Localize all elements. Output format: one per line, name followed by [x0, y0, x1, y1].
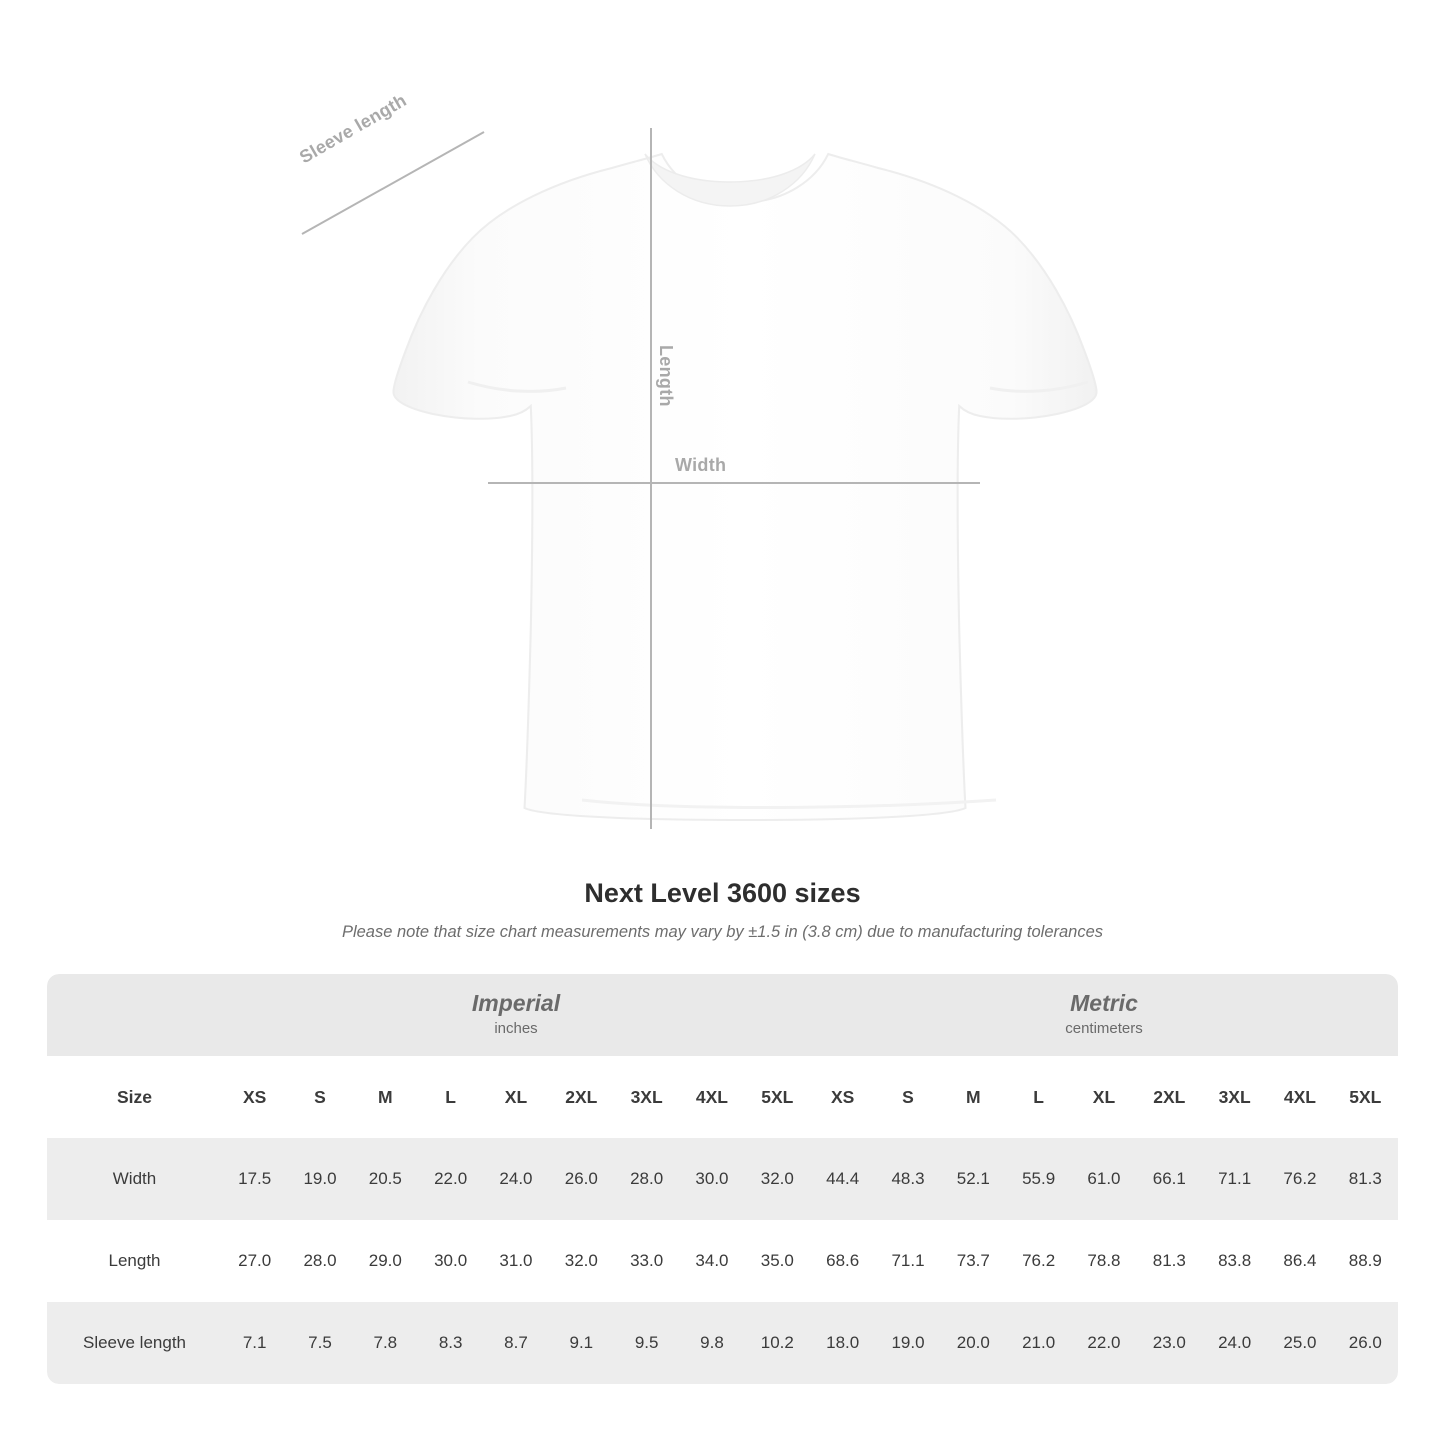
row-label-width: Width	[47, 1138, 222, 1220]
table-cell: 27.0	[222, 1220, 287, 1302]
size-cell-3xl-met: 3XL	[1202, 1056, 1267, 1138]
size-cell-xl-met: XL	[1071, 1056, 1136, 1138]
size-cell-xl-imp: XL	[483, 1056, 548, 1138]
unit-name-imperial: Imperial	[471, 990, 561, 1017]
table-cell: 30.0	[418, 1220, 483, 1302]
table-row-sleeve-length	[47, 1302, 1398, 1384]
table-cell: 48.3	[875, 1138, 940, 1220]
row-label-sleeve-length: Sleeve length	[47, 1302, 222, 1384]
table-cell: 31.0	[483, 1220, 548, 1302]
size-cell-l-imp: L	[418, 1056, 483, 1138]
table-cell: 86.4	[1267, 1220, 1332, 1302]
size-cell-m-imp: M	[353, 1056, 418, 1138]
table-cell: 19.0	[875, 1302, 940, 1384]
table-cell: 81.3	[1333, 1138, 1398, 1220]
header-size: Size	[47, 1056, 222, 1138]
table-cell: 26.0	[1333, 1302, 1398, 1384]
unit-header-imperial	[222, 974, 810, 1056]
size-cell-5xl-met: 5XL	[1333, 1056, 1398, 1138]
size-cell-s-met: S	[875, 1056, 940, 1138]
unit-sub-imperial: inches	[494, 1020, 538, 1038]
size-cell-2xl-imp: 2XL	[549, 1056, 614, 1138]
page-title: Next Level 3600 sizes	[584, 878, 861, 908]
table-cell: 9.8	[679, 1302, 744, 1384]
table-cell: 25.0	[1267, 1302, 1332, 1384]
table-cell: 83.8	[1202, 1220, 1267, 1302]
table-cell: 88.9	[1333, 1220, 1398, 1302]
table-cell: 81.3	[1137, 1220, 1202, 1302]
size-cell-5xl-imp: 5XL	[745, 1056, 810, 1138]
tolerance-note: Please note that size chart measurements may vary by ±1.5 in (3.8 cm) due to manufacturing tolerances	[341, 923, 1104, 941]
row-label-length: Length	[47, 1220, 222, 1302]
table-cell: 61.0	[1071, 1138, 1136, 1220]
table-cell: 78.8	[1071, 1220, 1136, 1302]
table-cell: 7.8	[353, 1302, 418, 1384]
table-cell: 28.0	[287, 1220, 352, 1302]
table-cell: 35.0	[745, 1220, 810, 1302]
table-cell: 23.0	[1137, 1302, 1202, 1384]
size-table-wrapper	[47, 974, 1398, 1384]
table-cell: 66.1	[1137, 1138, 1202, 1220]
table-cell: 9.1	[549, 1302, 614, 1384]
table-cell: 44.4	[810, 1138, 875, 1220]
table-cell: 76.2	[1267, 1138, 1332, 1220]
unit-header-blank	[47, 974, 222, 1056]
table-cell: 34.0	[679, 1220, 744, 1302]
table-cell: 7.5	[287, 1302, 352, 1384]
table-cell: 22.0	[418, 1138, 483, 1220]
unit-sub-metric: centimeters	[1065, 1020, 1143, 1038]
table-cell: 32.0	[549, 1220, 614, 1302]
table-cell: 8.7	[483, 1302, 548, 1384]
size-cell-xs-imp: XS	[222, 1056, 287, 1138]
table-cell: 18.0	[810, 1302, 875, 1384]
table-cell: 76.2	[1006, 1220, 1071, 1302]
table-cell: 55.9	[1006, 1138, 1071, 1220]
table-row-length	[47, 1220, 1398, 1302]
table-cell: 33.0	[614, 1220, 679, 1302]
table-cell: 9.5	[614, 1302, 679, 1384]
table-cell: 22.0	[1071, 1302, 1136, 1384]
table-cell: 19.0	[287, 1138, 352, 1220]
table-cell: 71.1	[875, 1220, 940, 1302]
table-cell: 73.7	[941, 1220, 1006, 1302]
size-cell-l-met: L	[1006, 1056, 1071, 1138]
size-cell-m-met: M	[941, 1056, 1006, 1138]
size-cell-4xl-imp: 4XL	[679, 1056, 744, 1138]
table-cell: 68.6	[810, 1220, 875, 1302]
table-row-width	[47, 1138, 1398, 1220]
table-cell: 7.1	[222, 1302, 287, 1384]
table-cell: 21.0	[1006, 1302, 1071, 1384]
size-cell-s-imp: S	[287, 1056, 352, 1138]
table-cell: 32.0	[745, 1138, 810, 1220]
table-cell: 24.0	[1202, 1302, 1267, 1384]
table-cell: 24.0	[483, 1138, 548, 1220]
table-cell: 71.1	[1202, 1138, 1267, 1220]
table-cell: 26.0	[549, 1138, 614, 1220]
size-cell-3xl-imp: 3XL	[614, 1056, 679, 1138]
title-block	[0, 878, 1445, 942]
table-cell: 30.0	[679, 1138, 744, 1220]
unit-name-metric: Metric	[1070, 990, 1138, 1017]
table-cell: 20.5	[353, 1138, 418, 1220]
annotation-length: Length	[656, 345, 676, 407]
table-cell: 52.1	[941, 1138, 1006, 1220]
table-cell: 8.3	[418, 1302, 483, 1384]
table-row-units	[47, 974, 1398, 1056]
table-cell: 28.0	[614, 1138, 679, 1220]
unit-header-metric	[810, 974, 1398, 1056]
size-table	[47, 974, 1398, 1384]
table-cell: 20.0	[941, 1302, 1006, 1384]
size-cell-xs-met: XS	[810, 1056, 875, 1138]
size-cell-2xl-met: 2XL	[1137, 1056, 1202, 1138]
table-cell: 29.0	[353, 1220, 418, 1302]
annotation-sleeve-length: Sleeve length	[296, 90, 410, 168]
table-cell: 10.2	[745, 1302, 810, 1384]
size-cell-4xl-met: 4XL	[1267, 1056, 1332, 1138]
annotation-width: Width	[675, 455, 727, 475]
table-row-sizes	[47, 1056, 1398, 1138]
table-cell: 17.5	[222, 1138, 287, 1220]
